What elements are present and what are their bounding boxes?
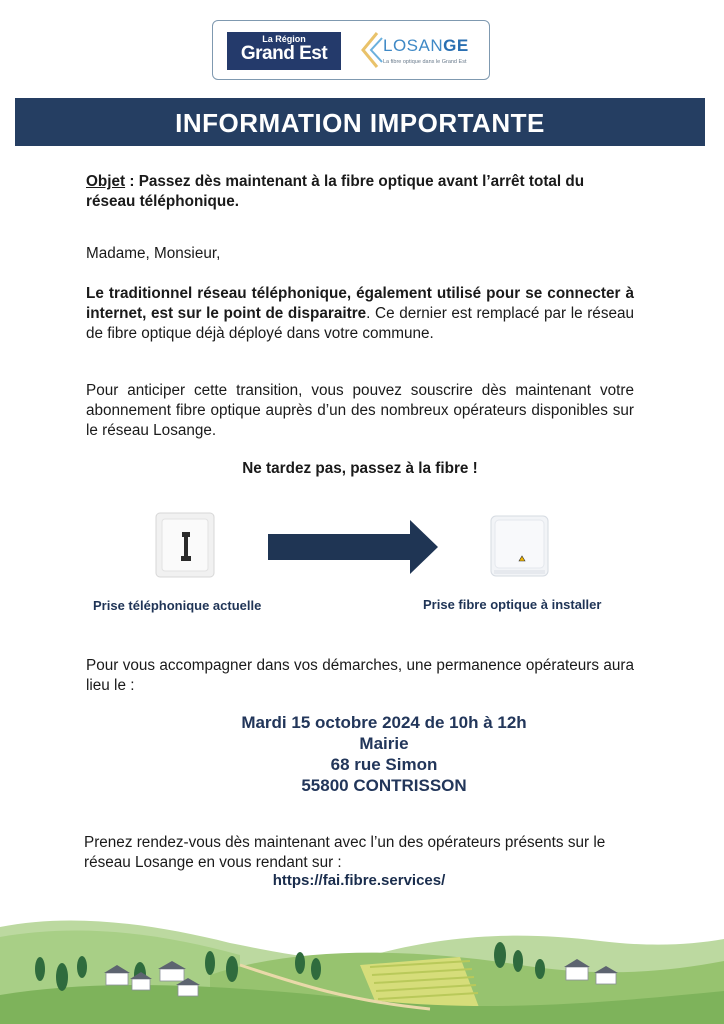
fibre-socket-icon xyxy=(490,515,550,579)
logo-frame xyxy=(212,20,490,80)
call-to-action: Ne tardez pas, passez à la fibre ! xyxy=(242,460,478,477)
event-date: Mardi 15 octobre 2024 de 10h à 12h xyxy=(241,713,527,732)
current-socket-caption: Prise téléphonique actuelle xyxy=(93,598,262,613)
event-street: 68 rue Simon xyxy=(330,755,438,774)
paragraph-appointment: Prenez rendez-vous dès maintenant avec l’un des opérateurs présents sur le réseau Losange en vous rendant sur : xyxy=(84,834,606,871)
paragraph-permanence: Pour vous accompagner dans vos démarches, une permanence opérateurs aura lieu le : xyxy=(86,657,634,694)
greeting: Madame, Monsieur, xyxy=(86,245,221,262)
fibre-socket-caption: Prise fibre optique à installer xyxy=(423,597,602,612)
event-city: 55800 CONTRISSON xyxy=(301,776,467,795)
subject-text: : Passez dès maintenant à la fibre optique avant l’arrêt total du réseau téléphonique. xyxy=(86,173,585,210)
paragraph-transition: Pour anticiper cette transition, vous pouvez souscrire dès maintenant votre abonnement fibre optique auprès d’un des nombreux opérateurs disponibles sur le réseau Losange. xyxy=(86,382,634,439)
title-banner: INFORMATION IMPORTANTE xyxy=(15,98,705,146)
losange-logo-text: LOSANGE xyxy=(383,36,469,55)
operators-link[interactable]: https://fai.fibre.services/ xyxy=(272,872,446,889)
losange-tagline: La fibre optique dans le Grand Est xyxy=(383,59,467,65)
grand-est-logo-small-text: La Région xyxy=(262,34,306,44)
losange-mark-icon xyxy=(359,30,385,70)
grand-est-logo xyxy=(227,32,341,70)
subject-line xyxy=(86,172,634,212)
paragraph-intro xyxy=(86,284,634,344)
transition-arrow-icon xyxy=(268,520,438,574)
paragraph-intro-rest: . Ce dernier est remplacé par le réseau de fibre optique déjà déployé dans votre commune. xyxy=(86,305,634,342)
telephone-socket-icon xyxy=(155,512,217,580)
grand-est-logo-big-text: Grand Est xyxy=(240,43,328,64)
event-place: Mairie xyxy=(359,734,409,753)
subject-label: Objet xyxy=(86,173,126,190)
landscape-illustration xyxy=(0,905,724,1024)
paragraph-intro-bold: Le traditionnel réseau téléphonique, également utilisé pour se connecter à internet, est sur le point de disparaitre xyxy=(86,285,634,322)
